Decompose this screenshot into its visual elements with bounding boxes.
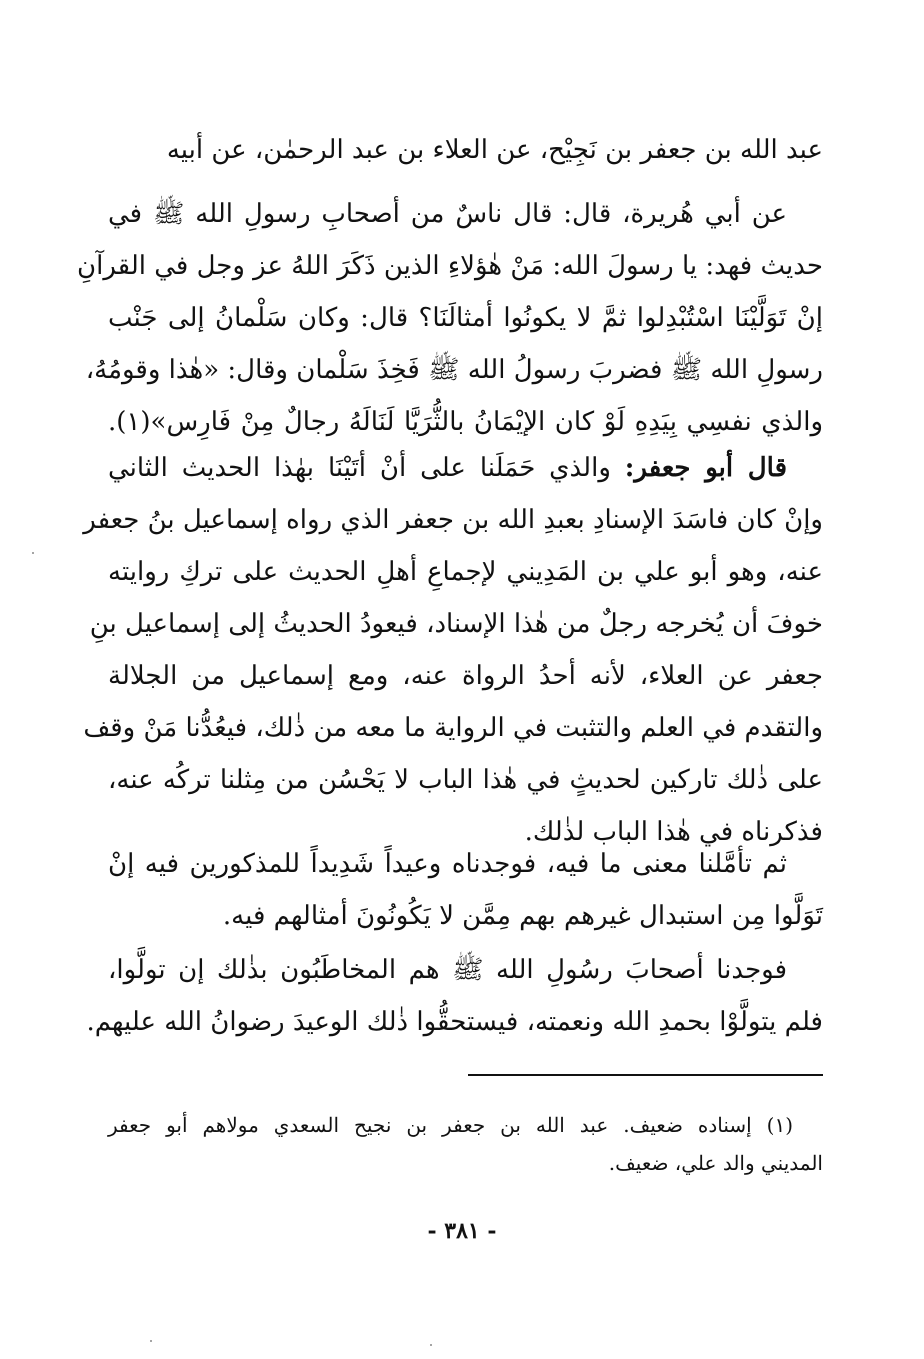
- footnote-divider: [468, 1074, 823, 1076]
- speaker-lead: قال أبو جعفر:: [624, 453, 788, 483]
- footnote-line: المديني والد علي، ضعيف.: [608, 1151, 823, 1175]
- text-line: والذي نفسِي بِيَدِهِ لَوْ كان الإيْمَانُ بالثُّرَيَّا لَنَالَهُ رجالٌ مِنْ فَارِس»(١).: [108, 407, 823, 437]
- text-line: عن أبي هُريرة، قال: قال ناسٌ من أصحابِ رسولِ الله ﷺ في: [108, 199, 788, 229]
- text-line: رسولِ الله ﷺ فضربَ رسولُ الله ﷺ فَخِذَ سَلْمان وقال: «هٰذا وقومُهُ،: [85, 355, 823, 385]
- text-line: فلم يتولَّوْا بحمدِ الله ونعمته، فيستحقُّوا ذٰلك الوعيدَ رضوانُ الله عليهم.: [86, 1007, 823, 1037]
- text-line: حديث فهد: يا رسولَ الله: مَنْ هٰؤلاءِ الذين ذَكَرَ اللهُ عز وجل في القرآنِ: [77, 251, 823, 281]
- text-line: وإنْ كان فاسَدَ الإسنادِ بعبدِ الله بن جعفر الذي رواه إسماعيل بنُ جعفر: [83, 505, 823, 535]
- paragraph-1: [124, 124, 823, 176]
- scan-speck: [150, 1340, 152, 1342]
- paragraph-3: [83, 442, 823, 858]
- text-line: جعفر عن العلاء، لأنه أحدُ الرواة عنه، ومع إسماعيل من الجلالة: [108, 661, 823, 691]
- paragraph-2: [77, 188, 823, 448]
- text-line: فذكرناه في هٰذا الباب لذٰلك.: [524, 817, 823, 847]
- text-line: ثم تأمَّلنا معنى ما فيه، فوجدناه وعيداً شَدِيداً للمذكورين فيه إنْ: [108, 849, 787, 879]
- page-number: - ٣٨١ -: [427, 1218, 497, 1244]
- text-line: عبد الله بن جعفر بن نَجِيْح، عن العلاء بن عبد الرحمٰن، عن أبيه: [166, 135, 823, 165]
- text-line: والتقدم في العلم والتثبت في الرواية ما معه من ذٰلك، فيعُدُّنا مَنْ وقف: [83, 713, 823, 743]
- scan-speck: [32, 552, 34, 554]
- text-line: خوفَ أن يُخرجه رجلٌ من هٰذا الإسناد، فيعودُ الحديثُ إلى إسماعيل بنِ: [89, 609, 823, 639]
- footnote: [108, 1106, 823, 1182]
- footnote-line: (١) إسناده ضعيف. عبد الله بن جعفر بن نجيح السعدي مولاهم أبو جعفر: [108, 1113, 793, 1137]
- paragraph-5: [86, 944, 823, 1048]
- text-line: على ذٰلك تاركين لحديثٍ في هٰذا الباب لا يَحْسُن من مِثلنا تركُه عنه،: [108, 765, 823, 795]
- text-line: عنه، وهو أبو علي بن المَدِيني لإجماعِ أهلِ الحديث على تركِ روايته: [108, 557, 823, 587]
- scan-speck: [430, 1344, 432, 1346]
- text-line: تَوَلَّوا مِن استبدال غيرهم بهم مِمَّن لا يَكُونُونَ أمثالهم فيه.: [222, 901, 823, 931]
- text-line: فوجدنا أصحابَ رسُولِ الله ﷺ هم المخاطَبُون بذٰلك إن تولَّوا،: [108, 955, 787, 985]
- text-line: [108, 442, 823, 494]
- text-run: والذي حَمَلَنا على أنْ أتَيْنَا بهٰذا الحديث الثاني: [108, 453, 611, 483]
- paragraph-4: [108, 838, 823, 942]
- text-line: إنْ تَوَلَّيْنَا اسْتُبْدِلوا ثمَّ لا يكونُوا أمثالَنَا؟ قال: وكان سَلْمانُ إلى جَنْب: [108, 303, 823, 333]
